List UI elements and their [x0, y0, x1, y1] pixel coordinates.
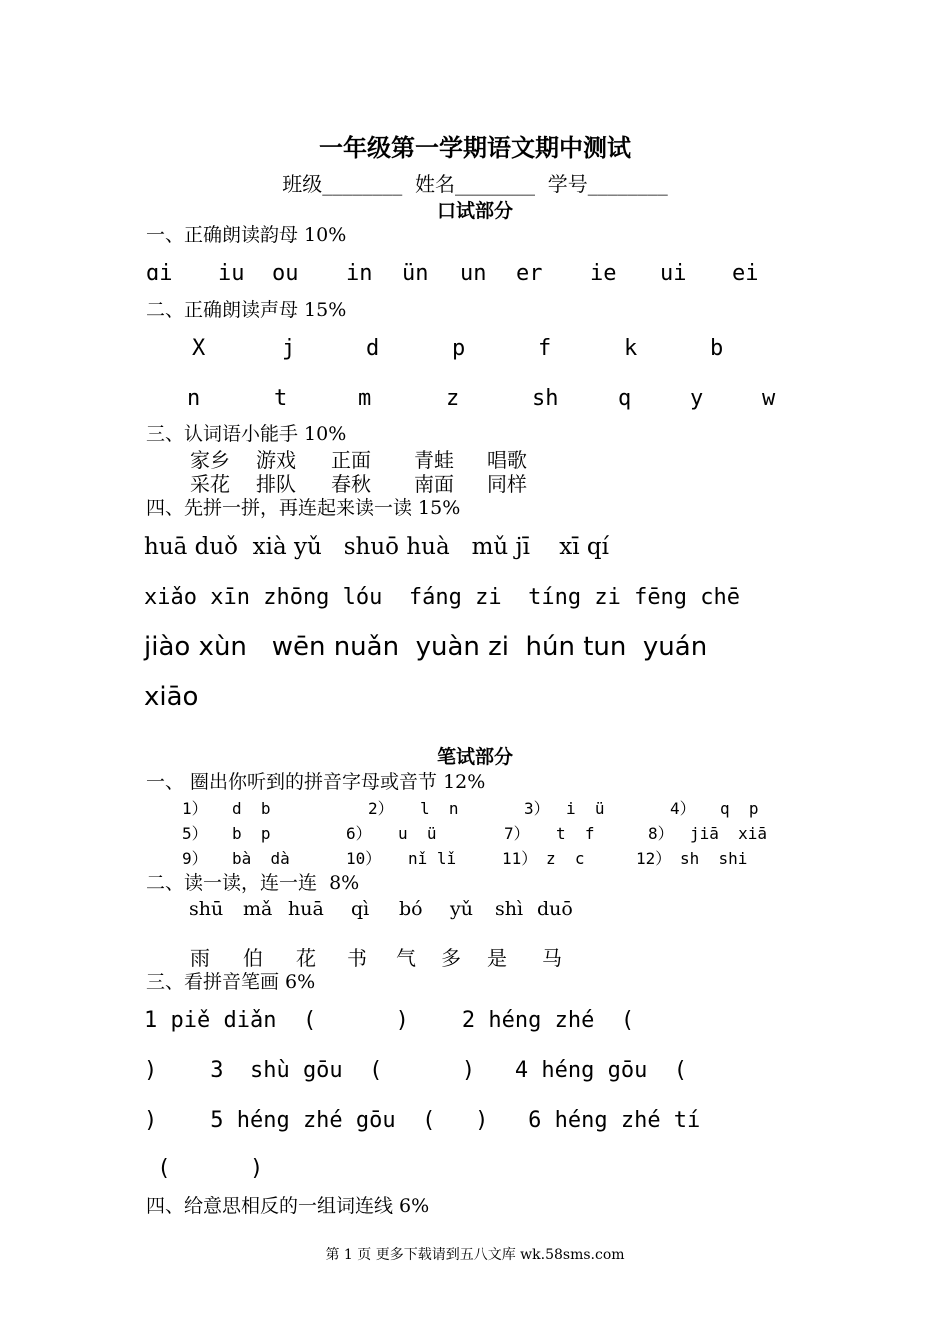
initial-item: sh — [532, 386, 559, 411]
match-hanzi: 多 — [441, 946, 461, 970]
word-item: 青蛙 — [414, 448, 454, 472]
pinyin-line-1: huā duǒ xià yǔ shuō huà mǔ jī xī qí — [144, 534, 609, 560]
initial-item: p — [452, 336, 466, 361]
word-item: 春秋 — [331, 472, 371, 496]
final-item: ui — [660, 261, 687, 286]
initial-item: n — [187, 386, 201, 411]
final-item: ei — [732, 261, 759, 286]
item-options: l n — [420, 799, 459, 818]
final-item: ou — [272, 261, 299, 286]
item-number: 8） — [648, 824, 674, 843]
match-pinyin: huā — [288, 898, 324, 920]
oral-q2-label: 二、正确朗读声母 15% — [146, 299, 347, 321]
item-number: 10） — [346, 849, 382, 868]
item-options: z c — [546, 849, 585, 868]
word-item: 唱歌 — [487, 448, 527, 472]
final-item: ɑi — [146, 261, 173, 286]
written-q4-label: 四、给意思相反的一组词连线 6% — [146, 1195, 430, 1217]
initial-item: X — [192, 336, 206, 361]
word-item: 家乡 — [190, 448, 230, 472]
match-pinyin: qì — [351, 898, 370, 920]
item-options: t f — [556, 824, 595, 843]
initial-item: j — [282, 336, 296, 361]
pinyin-line-2: xiǎo xīn zhōng lóu fáng zi tíng zi fēng chē — [144, 585, 741, 610]
oral-q4-label: 四、先拼一拼，再连起来读一读 15% — [146, 497, 461, 519]
item-options: q p — [720, 799, 759, 818]
final-item: un — [460, 261, 487, 286]
written-q2-label: 二、读一读，连一连 8% — [146, 872, 360, 894]
item-number: 11） — [502, 849, 538, 868]
final-item: ün — [402, 261, 429, 286]
item-number: 7） — [504, 824, 530, 843]
student-info-line: 班级________ 姓名________ 学号________ — [282, 172, 668, 196]
initial-item: t — [274, 386, 288, 411]
item-options: b p — [232, 824, 271, 843]
oral-q1-label: 一、正确朗读韵母 10% — [146, 224, 347, 246]
item-number: 3） — [524, 799, 550, 818]
match-pinyin: duō — [537, 898, 573, 920]
initial-item: y — [690, 386, 704, 411]
match-hanzi: 气 — [396, 946, 416, 970]
match-pinyin: shū — [189, 898, 224, 920]
final-item: ie — [590, 261, 617, 286]
written-q1-label: 一、 圈出你听到的拼音字母或音节 12% — [146, 771, 486, 793]
item-options: nǐ lǐ — [408, 849, 457, 868]
initial-item: b — [710, 336, 724, 361]
item-number: 12） — [636, 849, 672, 868]
match-pinyin: shì — [495, 898, 524, 920]
strokes-line-4: ( ) — [144, 1156, 264, 1181]
word-item: 游戏 — [256, 448, 296, 472]
written-section-heading: 笔试部分 — [436, 746, 513, 768]
final-item: iu — [218, 261, 245, 286]
match-pinyin: yǔ — [450, 898, 473, 920]
item-number: 5） — [182, 824, 208, 843]
match-pinyin: mǎ — [243, 898, 273, 920]
match-pinyin: bó — [399, 898, 423, 920]
match-hanzi: 雨 — [190, 946, 210, 970]
word-item: 同样 — [487, 472, 527, 496]
match-hanzi: 花 — [296, 946, 316, 970]
item-options: d b — [232, 799, 271, 818]
item-number: 6） — [346, 824, 372, 843]
final-item: in — [346, 261, 373, 286]
word-item: 南面 — [414, 472, 454, 496]
match-hanzi: 马 — [542, 946, 562, 970]
strokes-line-1: 1 piě diǎn ( ) 2 héng zhé ( — [144, 1008, 635, 1033]
initial-item: m — [358, 386, 372, 411]
initial-item: q — [618, 386, 632, 411]
item-options: bà dà — [232, 849, 290, 868]
word-item: 采花 — [190, 472, 230, 496]
item-options: i ü — [566, 799, 605, 818]
pinyin-line-3: jiào xùn wēn nuǎn yuàn zi hún tun yuán — [144, 632, 708, 662]
item-number: 1） — [182, 799, 208, 818]
page-title: 一年级第一学期语文期中测试 — [319, 133, 631, 162]
item-number: 9） — [182, 849, 208, 868]
item-options: sh shi — [680, 849, 748, 868]
match-hanzi: 书 — [347, 946, 367, 970]
oral-q3-label: 三、认词语小能手 10% — [146, 423, 347, 445]
strokes-line-3: ) 5 héng zhé gōu ( ) 6 héng zhé tí — [144, 1108, 701, 1133]
strokes-line-2: ) 3 shù gōu ( ) 4 héng gōu ( — [144, 1058, 688, 1083]
initial-item: d — [366, 336, 380, 361]
item-options: u ü — [398, 824, 437, 843]
oral-section-heading: 口试部分 — [436, 200, 513, 222]
match-hanzi: 是 — [487, 946, 507, 970]
word-item: 正面 — [331, 448, 371, 472]
word-item: 排队 — [256, 472, 296, 496]
item-options: jiā xiā — [690, 824, 768, 843]
match-hanzi: 伯 — [243, 946, 263, 970]
pinyin-line-4: xiāo — [144, 682, 199, 712]
initial-item: z — [446, 386, 460, 411]
initial-item: f — [538, 336, 552, 361]
initial-item: k — [624, 336, 638, 361]
written-q3-label: 三、看拼音笔画 6% — [146, 971, 316, 993]
page-footer: 第 1 页 更多下载请到五八文库 wk.58sms.com — [325, 1247, 625, 1263]
item-number: 2） — [368, 799, 394, 818]
final-item: er — [516, 261, 543, 286]
item-number: 4） — [670, 799, 696, 818]
initial-item: w — [762, 386, 776, 411]
